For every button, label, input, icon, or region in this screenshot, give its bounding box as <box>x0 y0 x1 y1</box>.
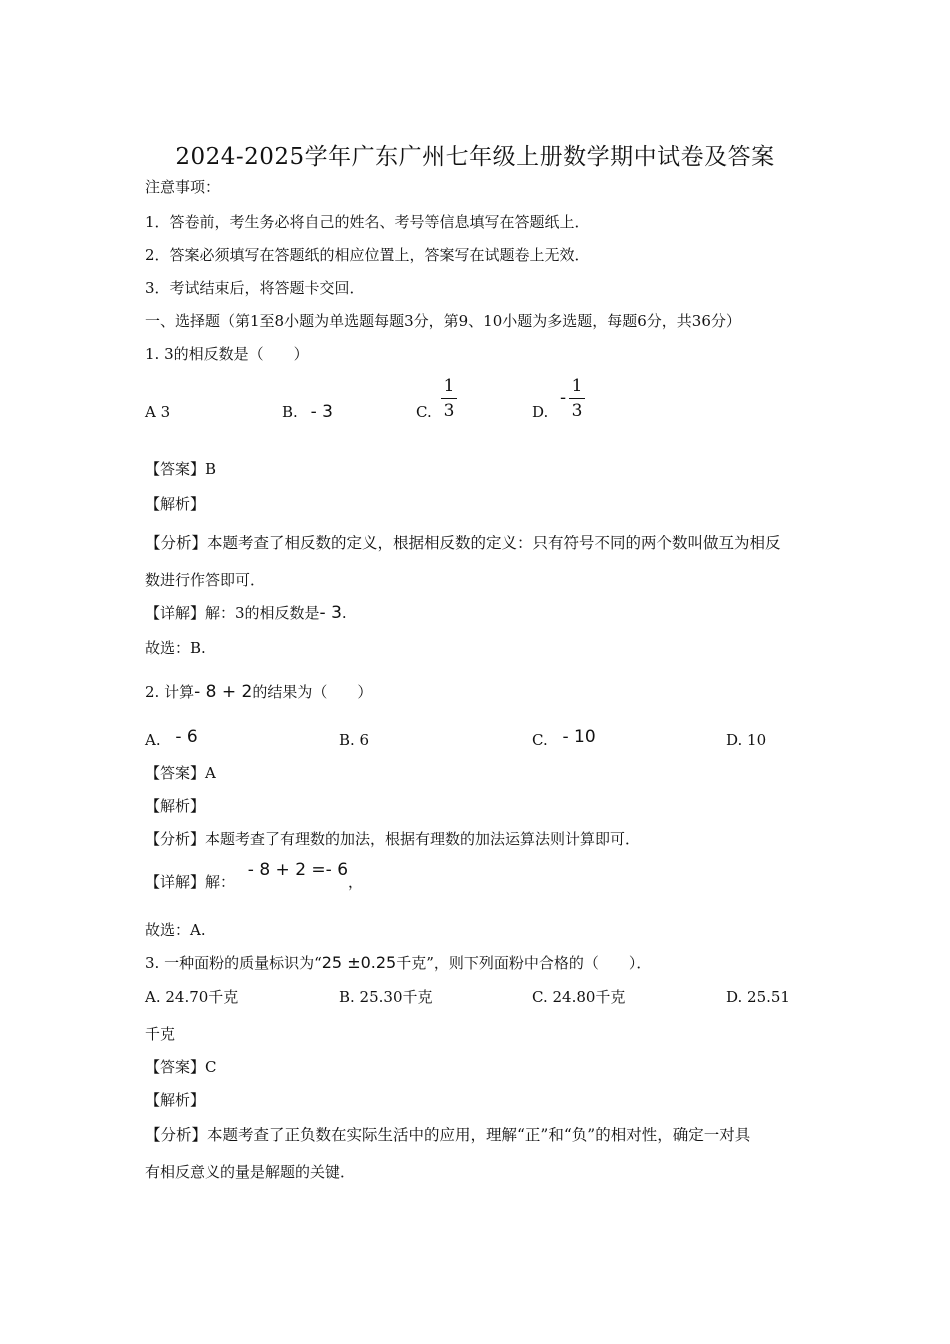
q2-stem-expression: - 8 + 2 <box>194 682 253 702</box>
fraction-bar <box>569 398 585 399</box>
q2-option-c <box>532 727 596 750</box>
q2-detail-end: ， <box>348 873 364 891</box>
q2-answer: 【答案】A <box>145 764 216 782</box>
q3-option-b: B. 25.30千克 <box>339 988 433 1006</box>
q1-detail <box>145 603 347 623</box>
q1-conclusion: 故选：B. <box>145 639 206 657</box>
q2-jiexi: 【解析】 <box>145 797 206 815</box>
q2-option-a-label: A. <box>145 731 161 749</box>
q2-analysis: 【分析】本题考查了有理数的加法，根据有理数的加法运算法则计算即可． <box>145 830 641 848</box>
q1-stem: 1. 3的相反数是（ ） <box>145 345 309 363</box>
q3-option-d-wrap: 千克 <box>145 1025 176 1043</box>
q3-option-d: D. 25.51 <box>726 988 790 1006</box>
q2-option-b: B. 6 <box>339 731 370 749</box>
q3-stem-expression: 25 ±0.25 <box>321 953 397 972</box>
q1-option-a: A 3 <box>145 403 171 421</box>
q1-option-d-label: D. <box>532 403 549 421</box>
q1-option-b <box>282 402 333 422</box>
q2-option-d: D. 10 <box>726 731 767 749</box>
q1-detail-end: . <box>341 604 347 622</box>
notice-item: 3．考试结束后，将答题卡交回． <box>145 279 365 297</box>
q3-analysis-cont: 有相反意义的量是解题的关键． <box>145 1163 356 1181</box>
q2-stem <box>145 682 372 702</box>
q1-option-c-fraction <box>441 376 457 421</box>
q3-jiexi: 【解析】 <box>145 1091 206 1109</box>
q2-detail-expression: - 8 + 2 =- 6 <box>247 860 349 880</box>
q3-stem-text: 3. 一种面粉的质量标识为“ <box>145 954 322 972</box>
q3-analysis: 【分析】本题考查了正负数在实际生活中的应用，理解“正”和“负”的相对性，确定一对具 <box>145 1126 751 1144</box>
notice-heading: 注意事项： <box>145 178 221 196</box>
notice-item: 2．答案必须填写在答题纸的相应位置上，答案写在试题卷上无效． <box>145 246 590 264</box>
q1-detail-text: 【详解】解：3的相反数是 <box>145 604 320 622</box>
q2-option-a <box>145 727 198 750</box>
notice-item: 1．答卷前，考生务必将自己的姓名、考号等信息填写在答题纸上． <box>145 213 590 231</box>
q2-option-c-value: - 10 <box>562 727 596 747</box>
section-heading: 一、选择题（第1至8小题为单选题每题3分，第9、10小题为多选题，每题6分，共36分） <box>145 312 741 330</box>
q3-stem <box>145 953 651 973</box>
q1-option-d-fraction <box>569 376 585 421</box>
q2-detail-text: 【详解】解： <box>145 873 236 891</box>
q1-answer: 【答案】B <box>145 460 217 478</box>
q2-conclusion: 故选：A. <box>145 921 206 939</box>
q1-analysis-cont: 数进行作答即可． <box>145 571 266 589</box>
q3-option-c: C. 24.80千克 <box>532 988 626 1006</box>
q2-option-c-label: C. <box>532 731 548 749</box>
q1-jiexi: 【解析】 <box>145 495 206 513</box>
fraction-bar <box>441 398 457 399</box>
fraction-numerator: 1 <box>571 376 583 396</box>
page-title: 2024-2025学年广东广州七年级上册数学期中试卷及答案 <box>175 144 775 170</box>
q3-option-a: A. 24.70千克 <box>145 988 239 1006</box>
q3-answer: 【答案】C <box>145 1058 217 1076</box>
q2-stem-end: 的结果为（ ） <box>252 683 373 701</box>
q1-option-b-value: - 3 <box>310 402 333 422</box>
fraction-denominator: 3 <box>571 401 583 421</box>
fraction-denominator: 3 <box>443 401 455 421</box>
q2-detail <box>145 860 364 892</box>
q1-option-b-label: B. <box>282 403 298 421</box>
q2-stem-text: 2. 计算 <box>145 683 195 701</box>
fraction-numerator: 1 <box>443 376 455 396</box>
q2-option-a-value: - 6 <box>175 727 198 747</box>
q1-option-c-label: C. <box>416 403 432 421</box>
q3-stem-end: 千克”，则下列面粉中合格的（ ）． <box>396 954 652 972</box>
q1-detail-value: - 3 <box>319 603 342 623</box>
q1-option-d-sign: - <box>560 388 567 408</box>
q1-analysis: 【分析】本题考查了相反数的定义，根据相反数的定义：只有符号不同的两个数叫做互为相反 <box>145 534 781 552</box>
